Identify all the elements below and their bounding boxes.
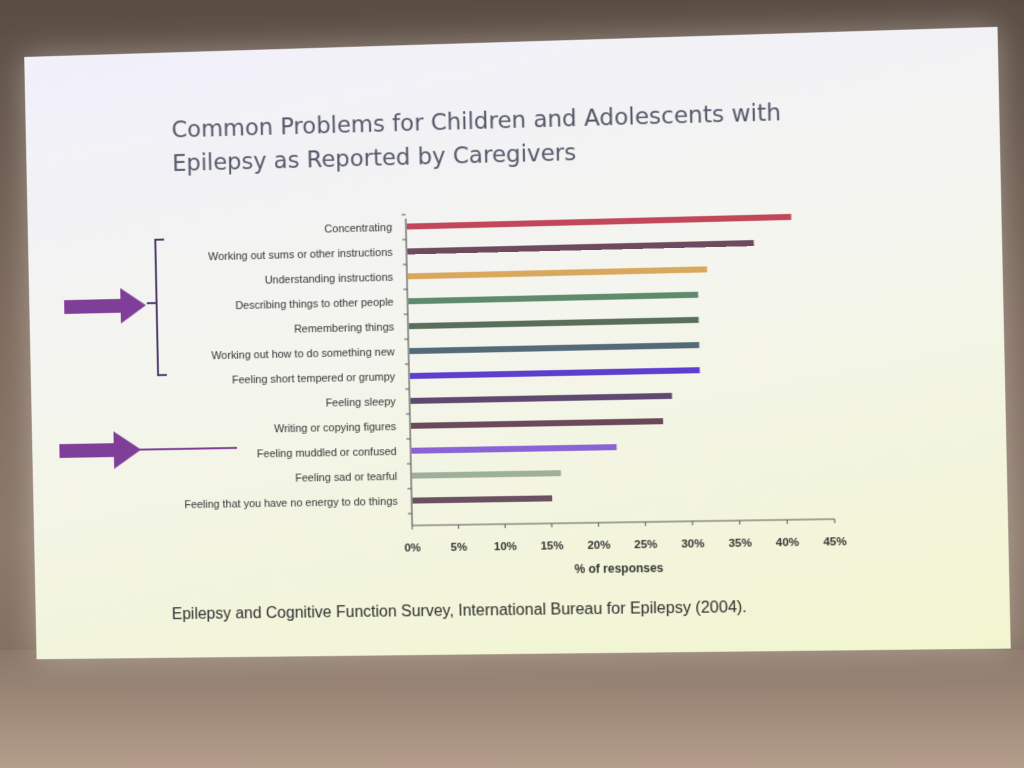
category-label: Feeling that you have no energy to do things [184, 495, 398, 512]
x-axis-line [412, 519, 834, 525]
bar [408, 266, 707, 279]
x-tick-label: 25% [634, 538, 658, 552]
room-background [0, 650, 1024, 768]
x-tick-label: 10% [493, 540, 518, 554]
category-label: Remembering things [293, 321, 395, 336]
category-label: Concentrating [324, 221, 393, 236]
category-label: Feeling muddled or confused [256, 445, 397, 461]
category-label: Feeling sad or tearful [295, 470, 398, 485]
category-label: Feeling short tempered or grumpy [231, 371, 396, 387]
x-tick-label: 15% [540, 540, 564, 553]
x-tick-label: 45% [823, 536, 847, 549]
bar-chart [24, 27, 1011, 659]
category-label: Feeling sleepy [325, 396, 396, 410]
category-label: Working out sums or other instructions [208, 246, 393, 264]
bar [413, 495, 553, 503]
category-label: Understanding instructions [264, 271, 394, 287]
category-label: Writing or copying figures [273, 421, 397, 436]
bar [408, 292, 698, 305]
bar [412, 444, 617, 454]
category-label: Working out how to do something new [211, 346, 395, 363]
category-label: Describing things to other people [235, 296, 394, 313]
x-tick-label: 30% [681, 538, 705, 551]
bar [410, 393, 672, 404]
presentation-slide [24, 27, 1011, 659]
x-tick-label: 35% [728, 537, 752, 550]
bar [409, 342, 699, 354]
bar [409, 317, 699, 329]
x-tick-label: 0% [404, 542, 421, 555]
x-axis-label: % of responses [574, 560, 664, 577]
bar [410, 367, 700, 379]
x-tick-label: 20% [587, 539, 611, 552]
x-tick-label: 5% [450, 541, 468, 554]
bar [411, 418, 663, 429]
source-citation: Epilepsy and Cognitive Function Survey, International Bureau for Epilepsy (2004). [171, 599, 747, 624]
bar [407, 240, 754, 254]
x-tick-label: 40% [775, 536, 800, 550]
slide-title: Common Problems for Children and Adolescents with Epilepsy as Reported by Caregivers [171, 100, 782, 178]
bar [407, 214, 791, 230]
bar [412, 470, 561, 479]
